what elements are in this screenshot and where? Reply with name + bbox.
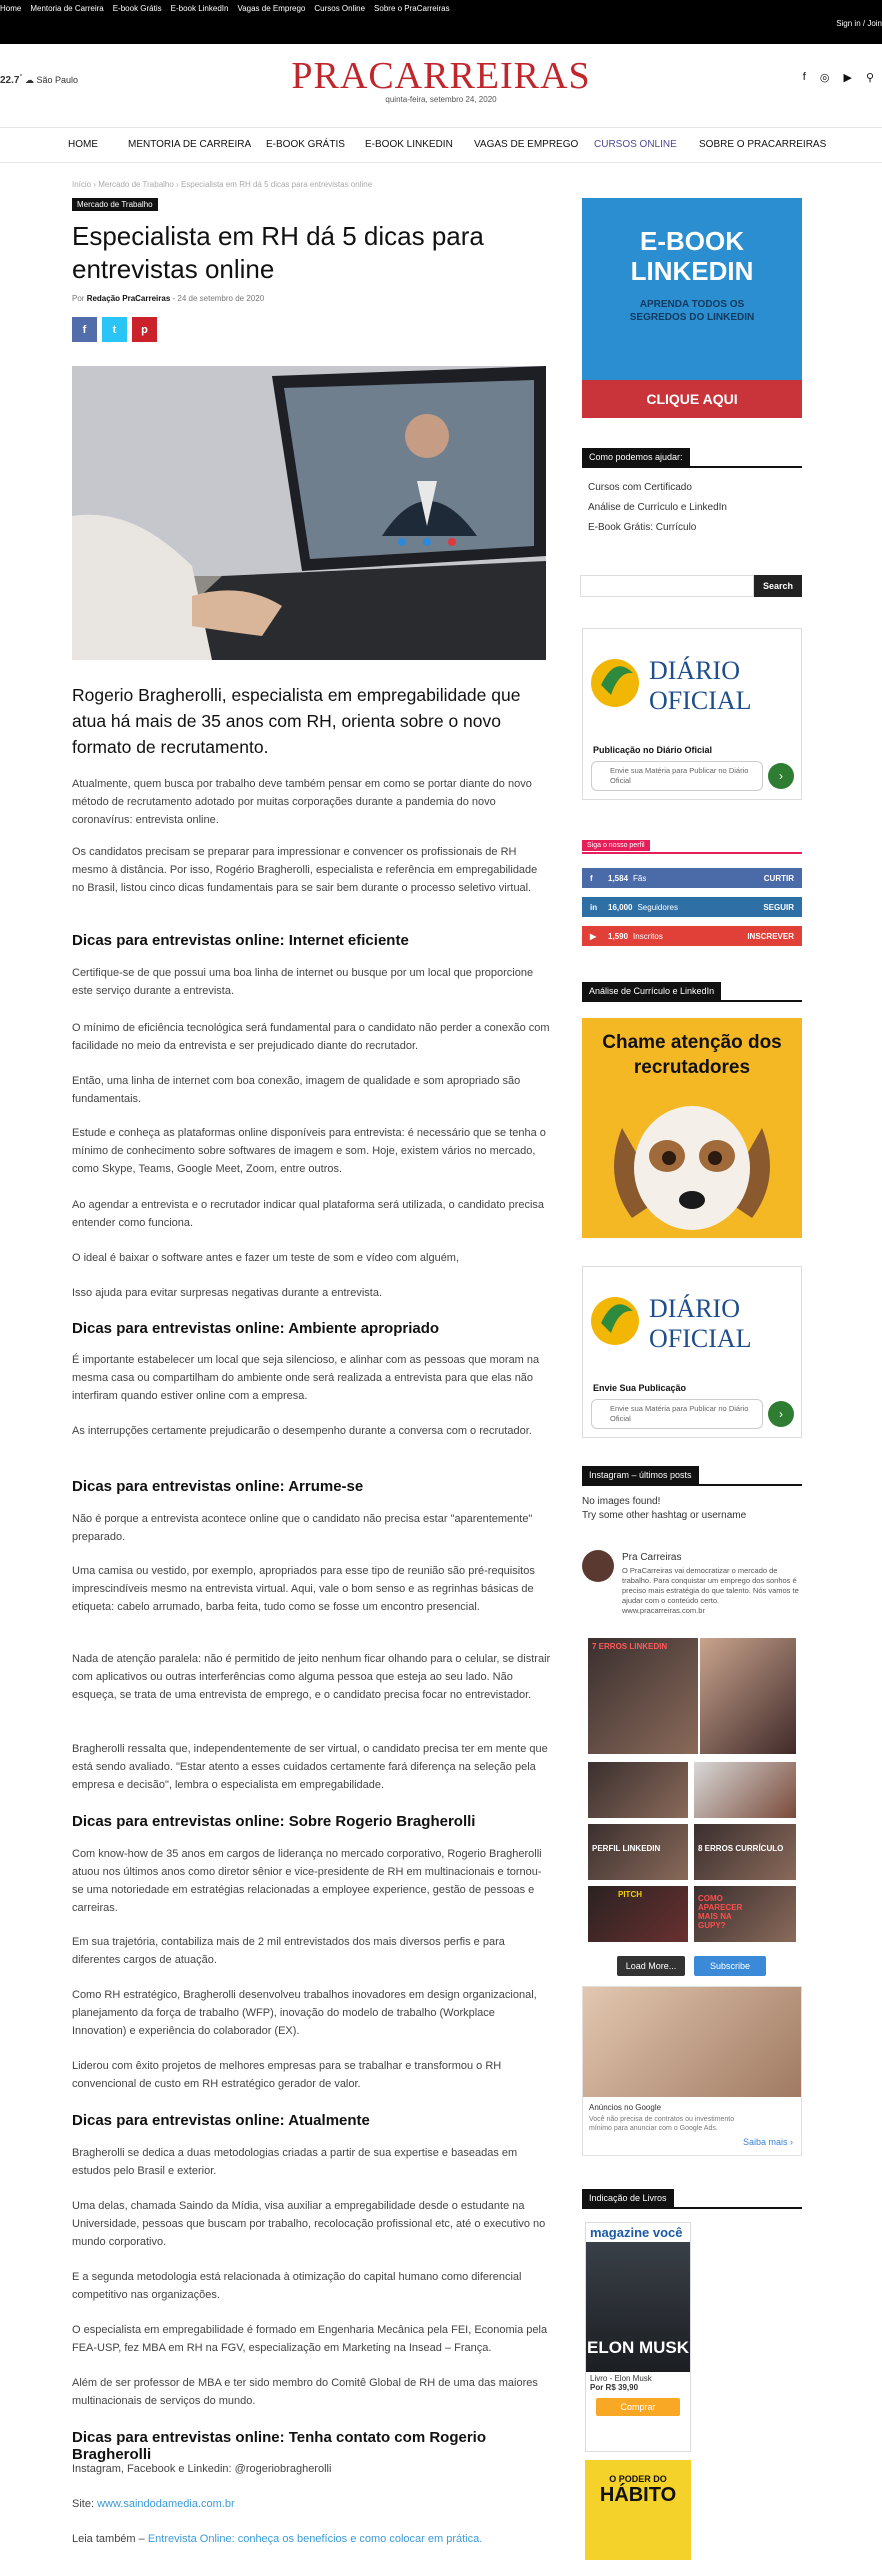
weather-unit: ° xyxy=(19,72,23,81)
video-thumbnail[interactable] xyxy=(700,1638,796,1754)
facebook-icon: f xyxy=(590,873,593,883)
ad1-arrow-icon[interactable]: › xyxy=(768,763,794,789)
site-label: Site: xyxy=(72,2498,95,2510)
book-name: Livro - Elon Musk xyxy=(590,2374,652,2383)
ebook-line2: LINKEDIN xyxy=(630,256,754,286)
ad2-brand2: OFICIAL xyxy=(649,1324,752,1353)
magazine-brand: magazine você xyxy=(586,2223,690,2242)
youtube-icon[interactable]: ▶ xyxy=(843,72,852,84)
share-twitter-button[interactable]: t xyxy=(102,317,127,342)
channel-name[interactable]: Pra Carreiras xyxy=(622,1552,682,1563)
sign-in-link[interactable]: Sign in / Join xyxy=(836,19,882,28)
nav-home[interactable]: HOME xyxy=(68,139,98,150)
section-heading: Dicas para entrevistas online: Sobre Rogerio Bragherolli xyxy=(72,1813,476,1830)
top-link-ebook-linkedin[interactable]: E-book LinkedIn xyxy=(170,4,229,13)
share-facebook-button[interactable]: f xyxy=(72,317,97,342)
ad1-brand1: DIÁRIO xyxy=(649,656,740,685)
analise-title-text: Análise de Currículo e LinkedIn xyxy=(582,982,721,1000)
follow-title xyxy=(582,834,802,854)
youtube-icon: ▶ xyxy=(590,931,597,941)
subscribe-button[interactable]: Subscribe xyxy=(694,1956,766,1976)
paragraph: Em sua trajetória, contabiliza mais de 2 mil entrevistados dos mais diversos perfis e para diferentes cargos de atuação. xyxy=(72,1936,505,1966)
video-thumbnail[interactable] xyxy=(694,1824,796,1880)
google-ads-banner[interactable] xyxy=(582,1986,802,2156)
sidebar-search-button[interactable]: Search xyxy=(754,575,802,597)
share-pinterest-button[interactable]: p xyxy=(132,317,157,342)
nav-ebook-gratis[interactable]: E-BOOK GRÁTIS xyxy=(266,139,345,150)
read-also-paragraph xyxy=(72,2530,552,2548)
follow-count: 1,584 xyxy=(608,873,629,883)
facebook-icon[interactable]: f xyxy=(802,71,806,83)
thumb-label: 7 ERROS LINKEDIN xyxy=(592,1642,668,1651)
article-title: Especialista em RH dá 5 dicas para entrevistas online xyxy=(72,221,484,284)
paragraph: Nada de atenção paralela: não é permitido de jeito nenhum ficar olhando para o celular, se distrair com aplicativos ou outras interferências como alguma pessoa que esteja ao seu lado. Não esqueça, se trata de uma entrevista de emprego, e o candidato precisa focar no entrevistador. xyxy=(72,1653,551,1701)
follow-count: 1,590 xyxy=(608,931,629,941)
paragraph: Então, uma linha de internet com boa conexão, imagem de qualidade e som apropriado são fundamentais. xyxy=(72,1075,521,1105)
book-elon-musk[interactable] xyxy=(585,2222,691,2452)
instagram-try-hint: Try some other hashtag or username xyxy=(582,1510,747,1521)
article-lead: Rogerio Bragherolli, especialista em empregabilidade que atua há mais de 35 anos com RH, orienta sobre o novo formato de recrutamento. xyxy=(72,685,521,757)
paragraph: Bragherolli ressalta que, independentemente de ser virtual, o candidato precisa ter em mente que está sendo avaliado. "Estar atento a esses cuidados certamente fará diferença na seleção pela empresa e decisão", lembra o especialista em empregabilidade. xyxy=(72,1743,548,1791)
follow-youtube[interactable] xyxy=(582,926,802,946)
paragraph: Como RH estratégico, Bragherolli desenvolveu trabalhos inovadores em design organizacional, planejamento da força de trabalho (WFP), inovação do modelo de trabalho (Workplace Innovation) e experiência do colaborador (EX). xyxy=(72,1989,537,2037)
video-thumbnail[interactable] xyxy=(694,1762,796,1818)
book-poder-do-habito[interactable] xyxy=(585,2460,691,2560)
video-thumbnail[interactable] xyxy=(588,1638,698,1754)
video-thumbnail[interactable] xyxy=(588,1886,688,1942)
ebook-cta-button[interactable]: CLIQUE AQUI xyxy=(582,380,802,418)
follow-label: Fãs xyxy=(633,873,647,883)
follow-action[interactable]: SEGUIR xyxy=(763,902,794,912)
paragraph: Certifique-se de que possui uma boa linha de internet ou busque por um local que proporcione este serviço durante a entrevista. xyxy=(72,967,534,997)
video-thumbnail[interactable] xyxy=(588,1824,688,1880)
header-socials xyxy=(803,71,874,84)
ad-diario-oficial-2[interactable] xyxy=(582,1266,802,1438)
search-icon[interactable]: ⚲ xyxy=(865,72,874,84)
follow-linkedin[interactable] xyxy=(582,897,802,917)
gads-cta[interactable]: Saiba mais › xyxy=(742,2137,793,2147)
paragraph: O mínimo de eficiência tecnológica será fundamental para o candidato não perder a conexão com facilidade no meio da entrevista e ser prejudicado diante do recrutador. xyxy=(72,1022,550,1052)
by-prefix: Por xyxy=(72,294,85,303)
paragraph: Estude e conheça as plataformas online disponíveis para entrevista: é necessário que se tenha o mínimo de conhecimento sobre softwares de imagem e som. Hoje, existem vários no mercado, como Skype, Teams, Google Meet, Zoom, entre outros. xyxy=(72,1127,546,1175)
help-link[interactable]: E-Book Grátis: Currículo xyxy=(588,522,697,533)
section-heading: Dicas para entrevistas online: Ambiente apropriado xyxy=(72,1320,440,1337)
nav-vagas[interactable]: VAGAS DE EMPREGO xyxy=(474,139,579,150)
hero-image xyxy=(72,366,546,660)
book-price: Por R$ 39,90 xyxy=(590,2383,639,2392)
ad2-subtext: Envie sua Matéria para Publicar no Diário Oficial xyxy=(591,1399,763,1429)
paragraph: Uma camisa ou vestido, por exemplo, apropriados para esse tipo de reunião são pré-requisitos imprescindíveis mesmo na entrevista virtual. Aqui, vale o bom senso e as regrinhas básicas de etiqueta: cabelo arrumado, barba feita, tudo como se fosse um encontro presencial. xyxy=(72,1565,535,1613)
breadcrumb[interactable]: Início › Mercado de Trabalho › Especialista em RH dá 5 dicas para entrevistas online xyxy=(72,180,373,189)
instagram-title-text: Instagram – últimos posts xyxy=(582,1466,699,1484)
top-link-mentoria[interactable]: Mentoria de Carreira xyxy=(30,4,104,13)
ad2-brand1: DIÁRIO xyxy=(649,1294,740,1323)
help-title-text: Como podemos ajudar: xyxy=(582,448,690,466)
share-buttons xyxy=(72,317,157,342)
paragraph: Liderou com êxito projetos de melhores empresas para se trabalhar e transformou o RH convencional de custo em RH estratégico gerador de valor. xyxy=(72,2060,502,2090)
analise-title xyxy=(582,982,802,1002)
category-badge[interactable]: Mercado de Trabalho xyxy=(72,198,158,211)
ebook-line1: E-BOOK xyxy=(640,226,744,256)
weather-temp: 22.7 xyxy=(0,75,20,86)
follow-label: Seguidores xyxy=(637,902,678,912)
recrutadores-banner[interactable] xyxy=(582,1018,802,1238)
section-heading: Dicas para entrevistas online: Tenha contato com Rogerio Bragherolli xyxy=(72,2429,486,2463)
paragraph: Bragherolli se dedica a duas metodologias criadas a partir de sua expertise e baseadas em estudos pelo Brasil e exterior. xyxy=(72,2147,518,2177)
channel-description: O PraCarreiras vai democratizar o mercado de trabalho. Para conquistar um emprego dos sonhos é preciso mais estratégia do que talento. Nós vamos te ajudar com o conteúdo certo. www.pracarreiras.com.br xyxy=(622,1566,799,1615)
read-also-label: Leia também – xyxy=(72,2533,145,2545)
site-link[interactable]: www.saindodamedia.com.br xyxy=(97,2498,235,2510)
cloud-icon: ☁ xyxy=(24,75,34,85)
buy-button[interactable]: Comprar xyxy=(596,2398,680,2416)
site-logo[interactable]: PRACARREIRAS xyxy=(291,55,591,97)
google-ads-image xyxy=(583,1987,801,2097)
help-link[interactable]: Análise de Currículo e LinkedIn xyxy=(588,502,727,513)
video-thumbnail[interactable] xyxy=(694,1886,796,1942)
instagram-no-images: No images found! xyxy=(582,1496,661,1507)
ad-diario-oficial-1[interactable] xyxy=(582,628,802,800)
instagram-icon[interactable]: ◎ xyxy=(819,72,830,84)
channel-avatar[interactable] xyxy=(582,1550,614,1582)
instagram-title xyxy=(582,1466,802,1486)
help-title xyxy=(582,448,802,468)
top-link-cursos[interactable]: Cursos Online xyxy=(314,4,366,13)
follow-label: Inscritos xyxy=(633,931,663,941)
books-title xyxy=(582,2189,802,2209)
top-link-vagas[interactable]: Vagas de Emprego xyxy=(237,4,306,13)
read-also-link[interactable]: Entrevista Online: conheça os benefícios e como colocar em prática. xyxy=(147,2533,483,2545)
follow-action[interactable]: CURTIR xyxy=(763,873,794,883)
book2-line2: HÁBITO xyxy=(599,2484,677,2506)
weather-city: São Paulo xyxy=(36,75,79,85)
paragraph: O ideal é baixar o software antes e fazer um teste de som e vídeo com alguém, xyxy=(72,1252,460,1264)
ad2-caption: Envie Sua Publicação xyxy=(593,1383,687,1393)
paragraph: O especialista em empregabilidade é formado em Engenharia Mecânica pela FEI, Economia pela FEA-USP, fez MBA em RH na FGV, especialização em Marketing na Insead – França. xyxy=(72,2324,548,2354)
follow-action[interactable]: INSCREVER xyxy=(747,931,794,941)
nav-sobre[interactable]: SOBRE O PRACARREIRAS xyxy=(699,139,827,150)
video-thumbnail[interactable] xyxy=(588,1762,688,1818)
section-heading: Dicas para entrevistas online: Arrume-se xyxy=(72,1478,364,1495)
ebook-linkedin-banner[interactable] xyxy=(582,198,802,418)
article-date: 24 de setembro de 2020 xyxy=(177,294,265,303)
thumb-label: 8 ERROS CURRÍCULO xyxy=(698,1844,784,1853)
top-link-sobre[interactable]: Sobre o PraCarreiras xyxy=(374,4,450,13)
author-link[interactable]: Redação PraCarreiras xyxy=(86,294,171,303)
paragraph: É importante estabelecer um local que seja silencioso, e alinhar com as pessoas que moram na mesma casa ou compartilham do ambiente onde será realizada a entrevista para que elas não interfiram quando estiver online com a empresa. xyxy=(72,1354,540,1402)
section-heading: Dicas para entrevistas online: Internet eficiente xyxy=(72,932,409,949)
diario-oficial-logo xyxy=(589,1283,797,1355)
paragraph: Instagram, Facebook e Linkedin: @rogeriobragherolli xyxy=(72,2463,332,2475)
paragraph: As interrupções certamente prejudicarão o desempenho durante a conversa com o recrutador. xyxy=(72,1425,532,1437)
linkedin-icon: in xyxy=(590,902,598,912)
header-date: quinta-feira, setembro 24, 2020 xyxy=(385,95,497,104)
top-links xyxy=(0,4,450,13)
paragraph: Os candidatos precisam se preparar para impressionar e convencer os profissionais de RH mesmo à distância. Por isso, Rogério Bragherolli, especialista e referência em empregabilidade no Brasil, listou cinco dicas fundamentais para se sair bem durante o processo seletivo virtual. xyxy=(72,846,538,894)
paragraph: Além de ser professor de MBA e ter sido membro do Comitê Global de RH de uma das maiores multinacionais de serviços do mundo. xyxy=(72,2377,538,2407)
thumb-label: COMO APARECER MAIS NA GUPY? xyxy=(698,1894,743,1930)
book-cover: ELON MUSK xyxy=(586,2242,690,2372)
paragraph: Não é porque a entrevista acontece online que o candidato não precisa estar "aparentemente" preparado. xyxy=(72,1513,533,1543)
gads-title: Anúncios no Google xyxy=(589,2103,662,2112)
ad2-arrow-icon[interactable]: › xyxy=(768,1401,794,1427)
laptop-video-call-illustration xyxy=(72,366,546,660)
site-paragraph xyxy=(72,2495,552,2513)
follow-count: 16,000 xyxy=(608,902,633,912)
books-title-text: Indicação de Livros xyxy=(582,2189,674,2207)
diario-oficial-logo xyxy=(589,645,797,717)
byline: Por Redação PraCarreiras - 24 de setembro de 2020 xyxy=(72,294,265,303)
dog-illustration xyxy=(582,1088,802,1238)
paragraph: Uma delas, chamada Saindo da Mídia, visa auxiliar a empregabilidade desde o estudante na Universidade, pessoas que buscam por trabalho, recolocação profissional etc, até o executivo no mundo corporativo. xyxy=(72,2200,546,2248)
paragraph: Atualmente, quem busca por trabalho deve também pensar em como se portar diante do novo método de recrutamento adotado por muitas corporações durante a pandemia do novo coronavírus: entrevista online. xyxy=(72,778,532,826)
section-heading: Dicas para entrevistas online: Atualmente xyxy=(72,2112,370,2129)
dog-banner-text: Chame atenção dos recrutadores xyxy=(602,1032,782,1078)
thumb-label: PERFIL LINKEDIN xyxy=(592,1844,661,1853)
nav-cursos[interactable]: CURSOS ONLINE xyxy=(594,139,677,150)
sidebar-search-input[interactable] xyxy=(580,575,754,597)
main-nav xyxy=(0,127,882,163)
help-link[interactable]: Cursos com Certificado xyxy=(588,482,692,493)
paragraph: Ao agendar a entrevista e o recrutador indicar qual plataforma será utilizada, o candidato precisa entender como funciona. xyxy=(72,1199,545,1229)
gads-text: Você não precisa de contratos ou investimento mínimo para anunciar com o Google Ads. xyxy=(589,2116,735,2132)
ebook-tagline: APRENDA TODOS OS SEGREDOS DO LINKEDIN xyxy=(629,299,755,323)
ad1-brand2: OFICIAL xyxy=(649,686,752,715)
top-link-ebook-gratis[interactable]: E-book Grátis xyxy=(112,4,162,13)
paragraph: Isso ajuda para evitar surpresas negativas durante a entrevista. xyxy=(72,1287,383,1299)
top-link-home[interactable]: Home xyxy=(0,4,22,13)
book2-line1: O PODER DO xyxy=(609,2474,667,2484)
follow-facebook[interactable] xyxy=(582,868,802,888)
load-more-button[interactable]: Load More... xyxy=(617,1956,685,1976)
paragraph: Com know-how de 35 anos em cargos de liderança no mercado corporativo, Rogerio Bragherolli atuou nos últimos anos como diretor sênior e vice-presidente de RH em multinacionais e tornou-se uma notoriedade em estratégias relacionadas a employee experience, gestão de pessoas e carreiras. xyxy=(72,1848,542,1914)
thumb-label: PITCH xyxy=(618,1890,642,1899)
nav-mentoria[interactable]: MENTORIA DE CARREIRA xyxy=(128,139,252,150)
nav-ebook-linkedin[interactable]: E-BOOK LINKEDIN xyxy=(365,139,453,150)
ad1-subtext: Envie sua Matéria para Publicar no Diário Oficial xyxy=(591,761,763,791)
ad1-caption: Publicação no Diário Oficial xyxy=(593,745,713,755)
paragraph: E a segunda metodologia está relacionada à otimização do capital humano como diferencial competitivo nas organizações. xyxy=(72,2271,522,2301)
top-bar xyxy=(0,0,882,44)
follow-title-text: Siga o nosso perfil xyxy=(582,840,650,851)
